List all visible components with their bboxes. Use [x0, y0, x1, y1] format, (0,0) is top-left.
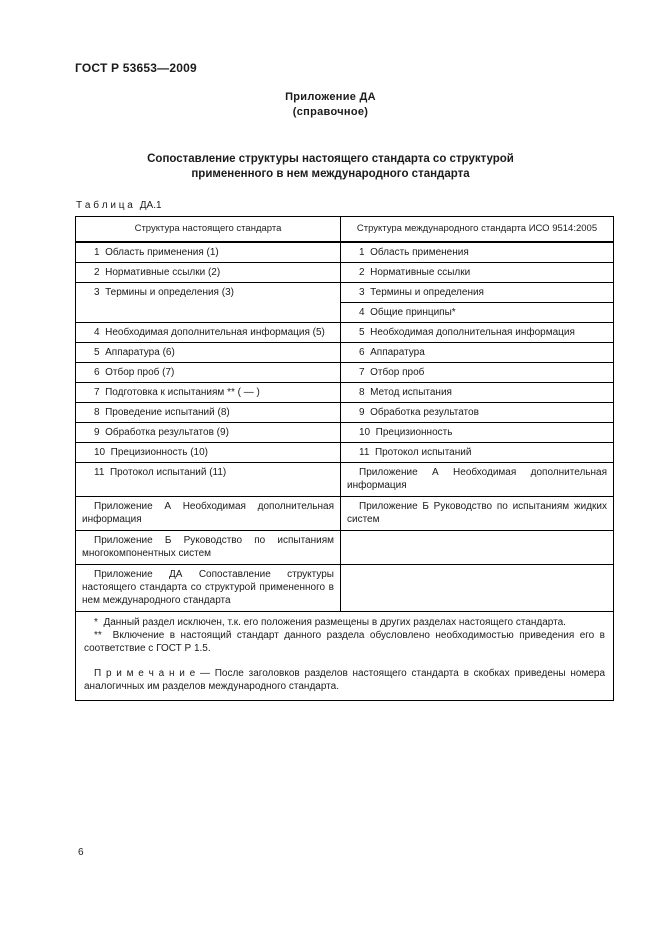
footnote-1: * Данный раздел исключен, т.к. его положения размещены в других разделах настоящего стандарта.: [94, 617, 566, 628]
table-cell-empty: [341, 531, 614, 565]
table-row: [76, 242, 614, 263]
table-cell: 7 Отбор проб: [341, 363, 614, 383]
appendix-label: Приложение ДА: [285, 91, 376, 103]
table-cell: 11 Протокол испытаний: [341, 443, 614, 463]
table-cell: 10 Прецизионность: [341, 423, 614, 443]
table-cell: 4 Необходимая дополнительная информация (5): [76, 323, 341, 343]
table-cell: 6 Отбор проб (7): [76, 363, 341, 383]
table-row: [76, 565, 614, 612]
table-cell-empty: [341, 565, 614, 612]
table-header-row: [76, 217, 614, 243]
table-row: [76, 531, 614, 565]
page-title-line1: Сопоставление структуры настоящего стандарта со структурой: [147, 153, 514, 165]
table-row: [76, 383, 614, 403]
table-footnote-row: [76, 612, 614, 701]
table-row: [76, 263, 614, 283]
table-row: [76, 343, 614, 363]
page-number: 6: [78, 847, 84, 858]
table-row: [76, 403, 614, 423]
table-row: [76, 443, 614, 463]
table-cell: Приложение А Необходимая дополнительная информация: [76, 497, 341, 531]
table-caption-number: ДА.1: [139, 200, 162, 211]
table-row: [76, 363, 614, 383]
table-cell: 8 Проведение испытаний (8): [76, 403, 341, 423]
table-cell: 10 Прецизионность (10): [76, 443, 341, 463]
table-cell: 7 Подготовка к испытаниям ** ( — ): [76, 383, 341, 403]
table-cell: 3 Термины и определения: [341, 283, 614, 303]
table-note: [84, 667, 605, 693]
table-cell: 11 Протокол испытаний (11): [76, 463, 341, 497]
table-row: [76, 283, 614, 303]
doc-code: ГОСТ Р 53653—2009: [75, 61, 197, 75]
table-cell: Приложение А Необходимая дополнительная информация: [341, 463, 614, 497]
table-cell: 6 Аппаратура: [341, 343, 614, 363]
table-cell: 2 Нормативные ссылки (2): [76, 263, 341, 283]
appendix-type: (справочное): [292, 106, 369, 118]
table-cell: 9 Обработка результатов: [341, 403, 614, 423]
table-cell: 5 Необходимая дополнительная информация: [341, 323, 614, 343]
table-note-label: П р и м е ч а н и е: [94, 668, 196, 679]
table-cell: Приложение Б Руководство по испытаниям жидких систем: [341, 497, 614, 531]
table-row: [76, 323, 614, 343]
table-cell: 4 Общие принципы*: [341, 303, 614, 323]
column-header-left: Структура настоящего стандарта: [76, 217, 341, 243]
comparison-table: [75, 216, 614, 701]
table-cell: 3 Термины и определения (3): [76, 283, 341, 323]
table-caption: [76, 200, 162, 211]
table-row: [76, 463, 614, 497]
table-cell: 5 Аппаратура (6): [76, 343, 341, 363]
page-title-line2: примененного в нем международного стандарта: [191, 168, 470, 180]
table-row: [76, 423, 614, 443]
table-cell: 9 Обработка результатов (9): [76, 423, 341, 443]
table-cell: Приложение Б Руководство по испытаниям многокомпонентных систем: [76, 531, 341, 565]
footnote-2: ** Включение в настоящий стандарт данного раздела обусловлено необходимостью приведения его в соответствие с ГОСТ Р 1.5.: [84, 630, 605, 654]
table-caption-word: Т а б л и ц а: [76, 200, 133, 211]
table-cell: 1 Область применения: [341, 242, 614, 263]
table-row: [76, 497, 614, 531]
appendix-heading: [0, 91, 661, 118]
table-cell: 8 Метод испытания: [341, 383, 614, 403]
page-title: [0, 152, 661, 182]
table-cell: 1 Область применения (1): [76, 242, 341, 263]
table-footnote-cell: [76, 612, 614, 701]
table-cell: 2 Нормативные ссылки: [341, 263, 614, 283]
table-cell: Приложение ДА Сопоставление структуры настоящего стандарта со структурой примененного в нем международного стандарта: [76, 565, 341, 612]
table-note-body: — После заголовков разделов настоящего стандарта в скобках приведены номера аналогичных им разделов международного стандарта.: [84, 668, 606, 692]
column-header-right: Структура международного стандарта ИСО 9514:2005: [341, 217, 614, 243]
